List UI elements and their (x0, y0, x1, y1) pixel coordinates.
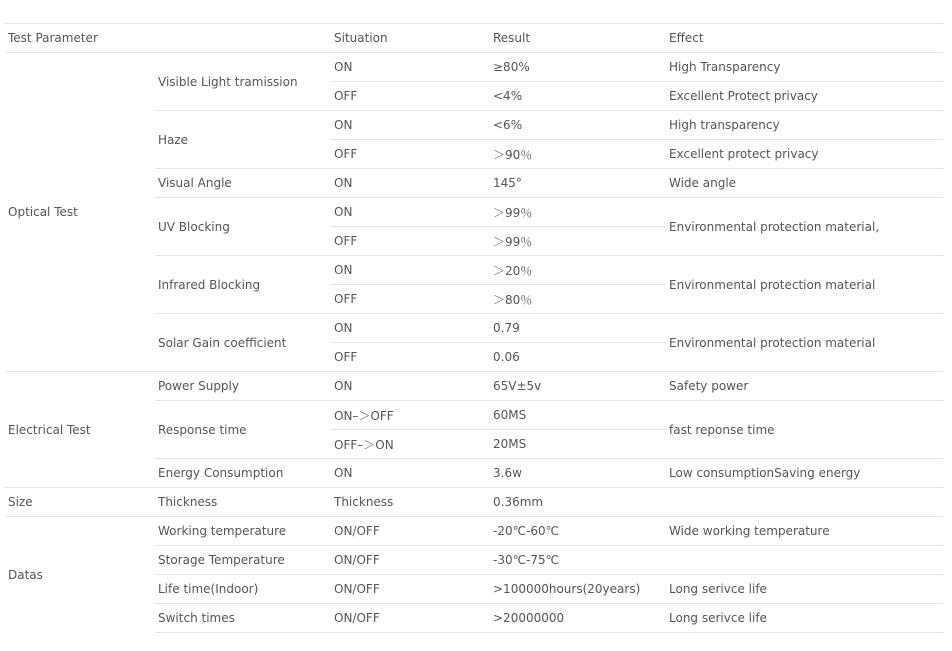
spec-table (5, 23, 943, 633)
result-cell: ＞99％ (490, 198, 666, 227)
result-cell: 0.79 (490, 314, 666, 343)
table-row (5, 53, 943, 82)
effect-cell: fast reponse time (666, 401, 943, 459)
result-cell: 0.06 (490, 343, 666, 372)
result-cell: 0.36mm (490, 488, 666, 517)
situation-cell: ON (331, 314, 490, 343)
situation-cell: ON/OFF (331, 604, 490, 633)
table-row (5, 517, 943, 546)
item-cell: Visible Light tramission (155, 53, 331, 111)
situation-cell: OFF (331, 343, 490, 372)
result-cell: 65V±5v (490, 372, 666, 401)
situation-cell: OFF (331, 227, 490, 256)
result-cell: >100000hours(20years) (490, 575, 666, 604)
category-cell: Electrical Test (5, 372, 155, 488)
item-cell: Solar Gain coefficient (155, 314, 331, 372)
header-result: Result (490, 24, 666, 53)
result-cell: <6% (490, 111, 666, 140)
item-cell: Infrared Blocking (155, 256, 331, 314)
effect-cell: Wide angle (666, 169, 943, 198)
effect-cell: Long serivce life (666, 575, 943, 604)
effect-cell: Environmental protection material, (666, 198, 943, 256)
category-cell: Size (5, 488, 155, 517)
header-test-parameter: Test Parameter (5, 24, 155, 53)
item-cell: Life time(Indoor) (155, 575, 331, 604)
situation-cell: ON/OFF (331, 517, 490, 546)
effect-cell: Environmental protection material (666, 314, 943, 372)
item-cell: Response time (155, 401, 331, 459)
effect-cell: Wide working temperature (666, 517, 943, 546)
situation-cell: ON (331, 198, 490, 227)
table-header-row (5, 24, 943, 53)
result-cell: -30℃-75℃ (490, 546, 666, 575)
situation-cell: ON–＞OFF (331, 401, 490, 430)
effect-cell: Environmental protection material (666, 256, 943, 314)
result-cell: <4% (490, 82, 666, 111)
situation-cell: ON (331, 169, 490, 198)
result-cell: 20MS (490, 430, 666, 459)
situation-cell: ON (331, 53, 490, 82)
item-cell: Power Supply (155, 372, 331, 401)
result-cell: >20000000 (490, 604, 666, 633)
item-cell: UV Blocking (155, 198, 331, 256)
situation-cell: ON/OFF (331, 575, 490, 604)
situation-cell: OFF (331, 140, 490, 169)
header-effect: Effect (666, 24, 943, 53)
effect-cell: Low consumptionSaving energy (666, 459, 943, 488)
result-cell: ＞90％ (490, 140, 666, 169)
situation-cell: ON (331, 256, 490, 285)
item-cell: Haze (155, 111, 331, 169)
effect-cell: High Transparency (666, 53, 943, 82)
situation-cell: ON (331, 111, 490, 140)
header-item (155, 24, 331, 53)
table-row (5, 488, 943, 517)
item-cell: Thickness (155, 488, 331, 517)
item-cell: Storage Temperature (155, 546, 331, 575)
result-cell: 3.6w (490, 459, 666, 488)
result-cell: -20℃-60℃ (490, 517, 666, 546)
header-situation: Situation (331, 24, 490, 53)
result-cell: ≥80% (490, 53, 666, 82)
item-cell: Energy Consumption (155, 459, 331, 488)
item-cell: Visual Angle (155, 169, 331, 198)
result-cell: ＞80％ (490, 285, 666, 314)
effect-cell: Safety power (666, 372, 943, 401)
category-cell: Datas (5, 517, 155, 633)
situation-cell: OFF (331, 285, 490, 314)
effect-cell: Excellent Protect privacy (666, 82, 943, 111)
situation-cell: OFF–＞ON (331, 430, 490, 459)
category-cell: Optical Test (5, 53, 155, 372)
result-cell: ＞99％ (490, 227, 666, 256)
effect-cell: High transparency (666, 111, 943, 140)
effect-cell (666, 488, 943, 517)
situation-cell: ON (331, 372, 490, 401)
situation-cell: OFF (331, 82, 490, 111)
item-cell: Switch times (155, 604, 331, 633)
effect-cell (666, 546, 943, 575)
result-cell: ＞20％ (490, 256, 666, 285)
situation-cell: Thickness (331, 488, 490, 517)
effect-cell: Excellent protect privacy (666, 140, 943, 169)
result-cell: 60MS (490, 401, 666, 430)
situation-cell: ON (331, 459, 490, 488)
effect-cell: Long serivce life (666, 604, 943, 633)
table-row (5, 372, 943, 401)
situation-cell: ON/OFF (331, 546, 490, 575)
item-cell: Working temperature (155, 517, 331, 546)
result-cell: 145° (490, 169, 666, 198)
